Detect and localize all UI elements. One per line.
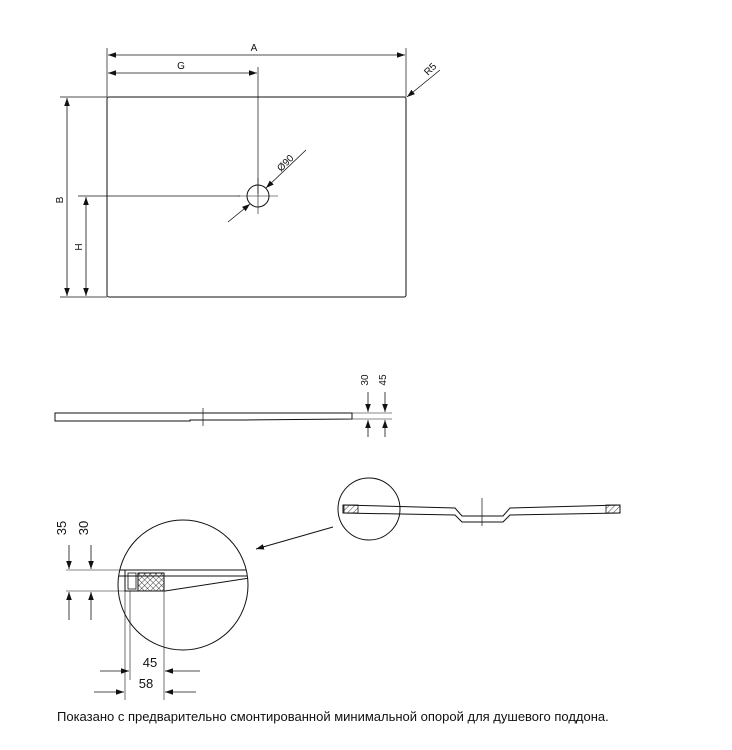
label-r5: R5 bbox=[422, 61, 440, 79]
tray-outline bbox=[107, 97, 406, 297]
label-h: H bbox=[74, 243, 85, 251]
label-a: A bbox=[250, 43, 258, 54]
tray-profile bbox=[55, 413, 352, 421]
side-view bbox=[55, 392, 392, 437]
label-detail-58: 58 bbox=[138, 676, 154, 691]
detail-pointer-arrow bbox=[256, 527, 333, 549]
detail-view bbox=[66, 520, 250, 700]
label-diameter: Ø90 bbox=[275, 152, 297, 175]
label-side-30: 30 bbox=[360, 374, 371, 386]
label-detail-30: 30 bbox=[76, 520, 91, 536]
label-b: B bbox=[55, 196, 66, 204]
radius-leader bbox=[407, 70, 440, 97]
label-detail-35: 35 bbox=[54, 520, 69, 536]
plan-view bbox=[60, 48, 440, 297]
label-side-45: 45 bbox=[378, 374, 389, 386]
label-g: G bbox=[177, 61, 185, 72]
section-view bbox=[256, 478, 620, 549]
caption-text: Показано с предварительно смонтированной минимальной опорой для душевого поддона. bbox=[57, 709, 609, 724]
label-detail-45: 45 bbox=[142, 655, 158, 670]
section-profile bbox=[343, 505, 620, 522]
